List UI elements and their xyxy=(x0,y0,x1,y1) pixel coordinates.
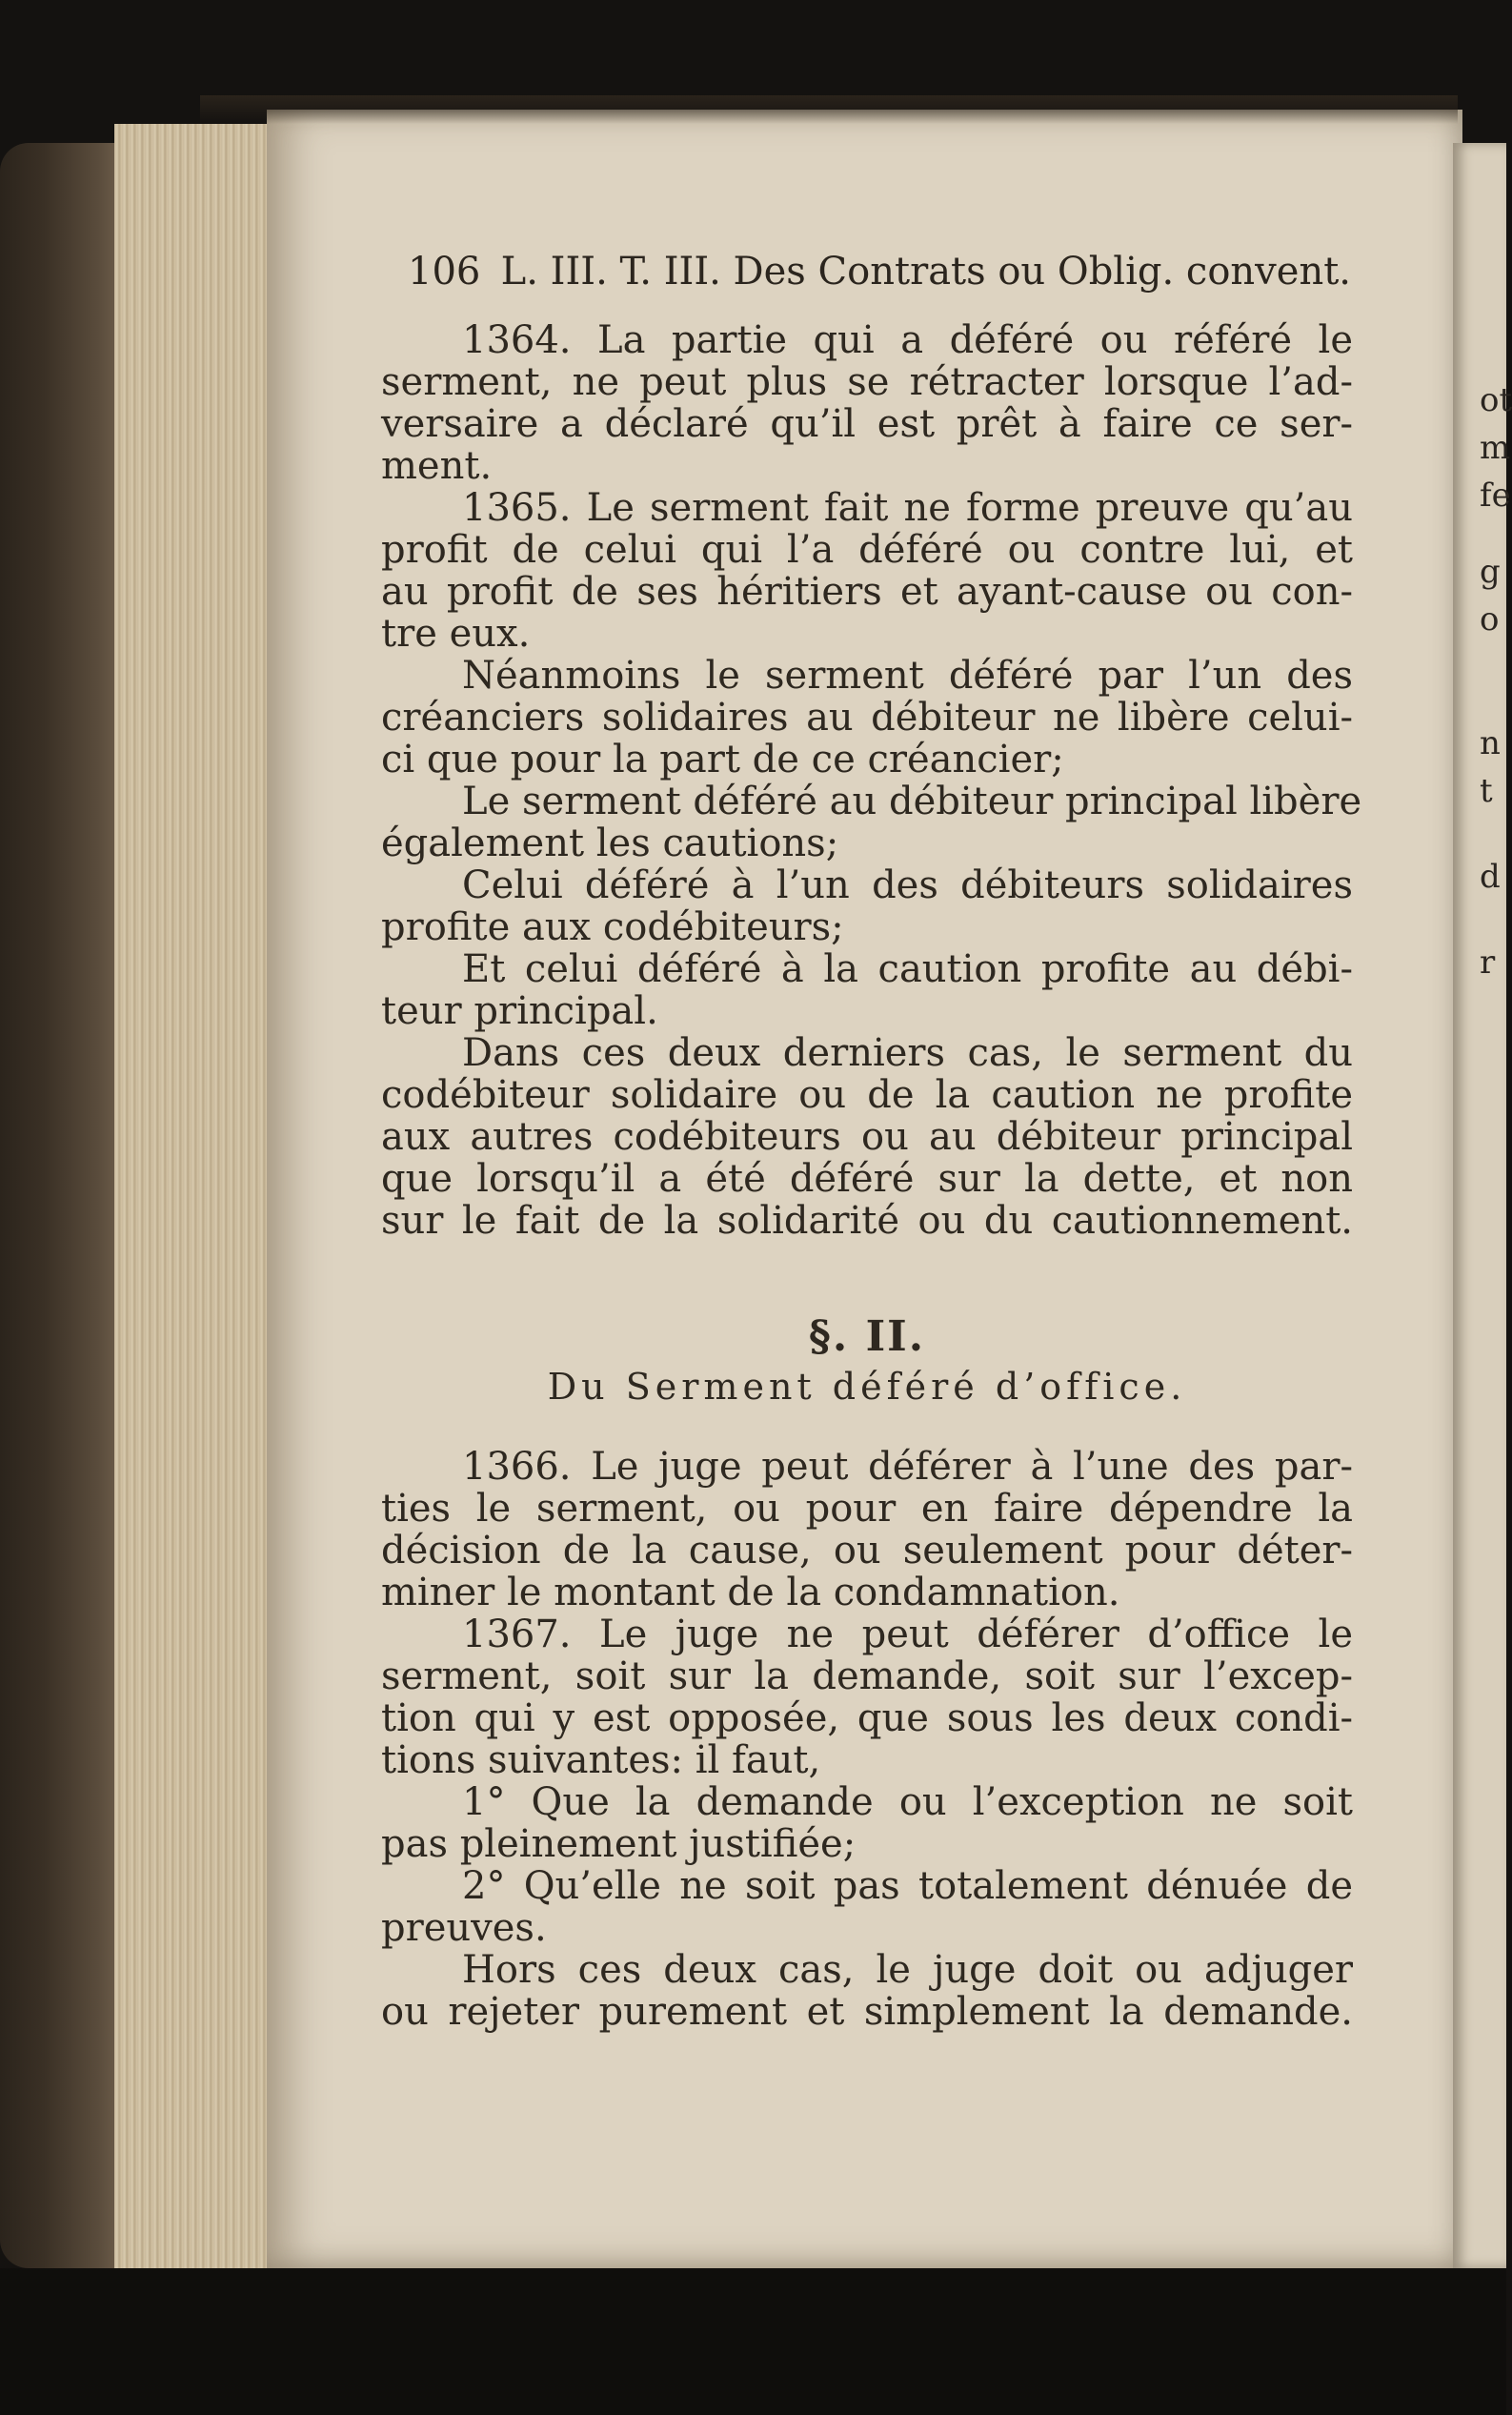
article-1367 xyxy=(381,1613,1353,2033)
facing-page-fragment: fe xyxy=(1480,477,1511,515)
text-line: ment. xyxy=(381,444,493,488)
text-line: tre eux. xyxy=(381,612,531,656)
text-line: serment, ne peut plus se rétracter lorsque l’ad- xyxy=(381,360,1353,404)
text-line: 2° Qu’elle ne soit pas totalement dénuée de xyxy=(462,1864,1353,1908)
article-1366 xyxy=(381,1446,1353,1613)
text-line: 1367. Le juge ne peut déférer d’office le xyxy=(462,1613,1353,1656)
text-line: que lorsqu’il a été déféré sur la dette, et non xyxy=(381,1157,1353,1201)
text-line: tions suivantes: il faut, xyxy=(381,1738,821,1782)
text-line: profit de celui qui l’a déféré ou contre lui, et xyxy=(381,528,1353,572)
facing-page-fragment: r xyxy=(1480,944,1496,982)
facing-page-fragment: d xyxy=(1480,858,1501,896)
text-line: 1365. Le serment fait ne forme preuve qu’au xyxy=(462,486,1353,530)
page-stack-edge xyxy=(114,124,276,2278)
background-bottom xyxy=(0,2268,1506,2415)
text-line: 1366. Le juge peut déférer à l’une des par- xyxy=(462,1445,1353,1489)
text-line: Le serment déféré au débiteur principal libère xyxy=(462,780,1362,823)
article-1365 xyxy=(381,486,1362,1243)
facing-page-fragment: t xyxy=(1480,772,1493,810)
text-line: au profit de ses héritiers et ayant-cause ou con- xyxy=(381,570,1353,614)
text-line: Et celui déféré à la caution profite au débi- xyxy=(462,947,1353,991)
text-line: sur le fait de la solidarité ou du cautionnement. xyxy=(381,1199,1353,1243)
text-line: créanciers solidaires au débiteur ne libère celui- xyxy=(381,696,1353,740)
text-line: Celui déféré à l’un des débiteurs solidaires xyxy=(462,863,1353,907)
running-head: L. III. T. III. Des Contrats ou Oblig. convent. xyxy=(500,250,1351,294)
facing-page-fragment: m xyxy=(1480,429,1511,467)
text-line: Néanmoins le serment déféré par l’un des xyxy=(462,654,1353,698)
page-top-shadow xyxy=(200,95,1458,124)
facing-page-fragment: g xyxy=(1480,553,1501,591)
text-line: 1° Que la demande ou l’exception ne soit xyxy=(462,1780,1353,1824)
facing-page-fragment: o xyxy=(1480,600,1500,639)
text-line: 1364. La partie qui a déféré ou référé le xyxy=(462,318,1353,362)
section-mark: §. II. xyxy=(808,1312,926,1361)
page-number: 106 xyxy=(408,250,481,294)
text-line: miner le montant de la condamnation. xyxy=(381,1571,1120,1614)
text-line: tion qui y est opposée, que sous les deux condi- xyxy=(381,1696,1353,1740)
article-1364 xyxy=(381,319,1353,487)
facing-page-fragment: n xyxy=(1480,724,1501,762)
text-line: pas pleinement justifiée; xyxy=(381,1822,857,1866)
text-line: aux autres codébiteurs ou au débiteur principal xyxy=(381,1115,1353,1159)
text-line: codébiteur solidaire ou de la caution ne profite xyxy=(381,1073,1353,1117)
text-line: Dans ces deux derniers cas, le serment du xyxy=(462,1031,1353,1075)
text-line: également les cautions; xyxy=(381,822,839,865)
text-line: versaire a déclaré qu’il est prêt à faire ce ser- xyxy=(381,402,1353,446)
section-title: Du Serment déféré d’office. xyxy=(547,1366,1187,1408)
text-line: ci que pour la part de ce créancier; xyxy=(381,738,1064,781)
text-line: ou rejeter purement et simplement la demande. xyxy=(381,1990,1353,2034)
running-header xyxy=(408,250,1351,294)
facing-page-edge xyxy=(1453,143,1512,2268)
text-line: ties le serment, ou pour en faire dépendre la xyxy=(381,1487,1353,1531)
text-line: profite aux codébiteurs; xyxy=(381,905,844,949)
text-line: Hors ces deux cas, le juge doit ou adjuger xyxy=(462,1948,1353,1992)
text-line: serment, soit sur la demande, soit sur l’excep- xyxy=(381,1654,1353,1698)
facing-page-fragment: ot xyxy=(1480,381,1512,419)
text-line: preuves. xyxy=(381,1906,547,1950)
page-text xyxy=(381,318,1362,2034)
text-line: teur principal. xyxy=(381,989,658,1033)
text-line: décision de la cause, ou seulement pour déter- xyxy=(381,1529,1353,1573)
